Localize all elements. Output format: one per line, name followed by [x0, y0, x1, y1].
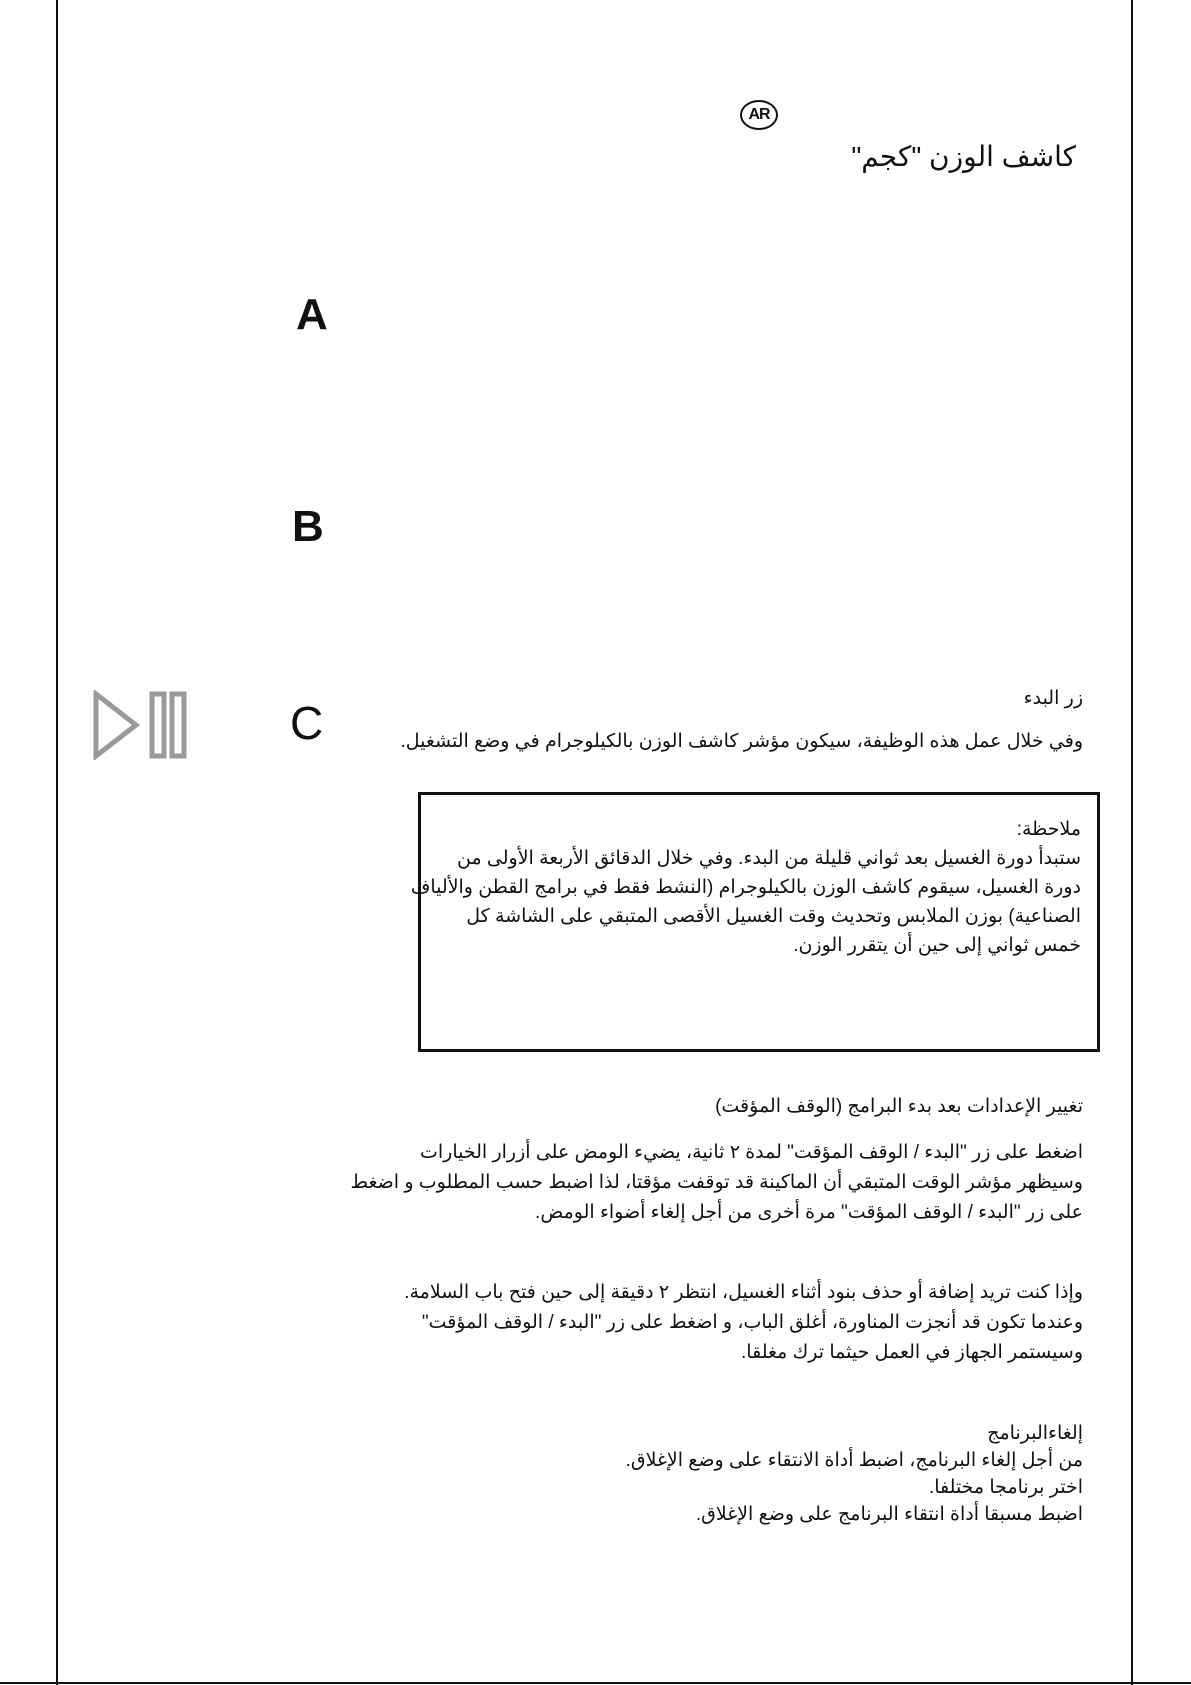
cancel-program-line-3: اضبط مسبقا أداة انتقاء البرنامج على وضع الإغلاق.	[695, 1504, 1083, 1525]
note-line-4: خمس ثواني إلى حين أن يتقرر الوزن.	[793, 935, 1081, 956]
note-heading: ملاحظة:	[1016, 819, 1081, 840]
bottom-rule	[0, 1682, 1191, 1684]
cancel-program-line-1: من أجل إلغاء البرنامج، اضبط أداة الانتقاء على وضع الإغلاق.	[625, 1450, 1083, 1471]
note-box	[410, 792, 1100, 1052]
change-settings-line-2: وسيظهر مؤشر الوقت المتبقي أن الماكينة قد توقفت مؤقتا، لذا اضبط حسب المطلوب و اضغط	[350, 1172, 1083, 1193]
change-settings-line-3: على زر "البدء / الوقف المؤقت" مرة أخرى من أجل إلغاء أضواء الومض.	[535, 1202, 1083, 1223]
add-items-text	[404, 1278, 1083, 1368]
note-line-3: الصناعية) بوزن الملابس وتحديث وقت الغسيل الأقصى المتبقي على الشاشة كل	[466, 906, 1081, 927]
change-settings-heading: تغيير الإعدادات بعد بدء البرامج (الوقف المؤقت)	[715, 1096, 1083, 1117]
start-button-text: وفي خلال عمل هذه الوظيفة، سيكون مؤشر كاشف الوزن بالكيلوجرام في وضع التشغيل.	[400, 731, 1083, 752]
page-title: كاشف الوزن "كجم"	[851, 141, 1076, 172]
change-settings-line-1: اضغط على زر "البدء / الوقف المؤقت" لمدة ٢ ثانية، يضيء الومض على أزرار الخيارات	[419, 1142, 1083, 1163]
add-items-line-3: وسيستمر الجهاز في العمل حيثما ترك مغلقا.	[741, 1342, 1083, 1363]
add-items-line-1: وإذا كنت تريد إضافة أو حذف بنود أثناء الغسيل، انتظر ٢ دقيقة إلى حين فتح باب السلامة.	[404, 1282, 1083, 1303]
start-button-heading: زر البدء	[1023, 688, 1083, 709]
cancel-program-section	[626, 1420, 1083, 1528]
section-letter-b: B	[292, 502, 324, 551]
play-pause-icon	[92, 690, 194, 760]
cancel-program-heading: إلغاءالبرنامج	[987, 1423, 1083, 1444]
right-margin-rule	[1131, 0, 1133, 1685]
cancel-program-line-2: اختر برنامجا مختلفا.	[928, 1477, 1083, 1498]
note-line-2: دورة الغسيل، سيقوم كاشف الوزن بالكيلوجرام (النشط فقط في برامج القطن والألياف	[410, 877, 1081, 898]
left-margin-rule	[56, 0, 58, 1685]
section-letter-a: A	[296, 290, 328, 339]
section-letter-c: C	[290, 697, 324, 749]
add-items-line-2: وعندما تكون قد أنجزت المناورة، أغلق الباب، و اضغط على زر "البدء / الوقف المؤقت"	[421, 1312, 1083, 1333]
note-text	[411, 815, 1081, 960]
change-settings-text	[350, 1138, 1083, 1228]
language-badge: AR	[740, 100, 778, 130]
note-line-1: ستبدأ دورة الغسيل بعد ثواني قليلة من البدء. وفي خلال الدقائق الأربعة الأولى من	[457, 848, 1081, 869]
